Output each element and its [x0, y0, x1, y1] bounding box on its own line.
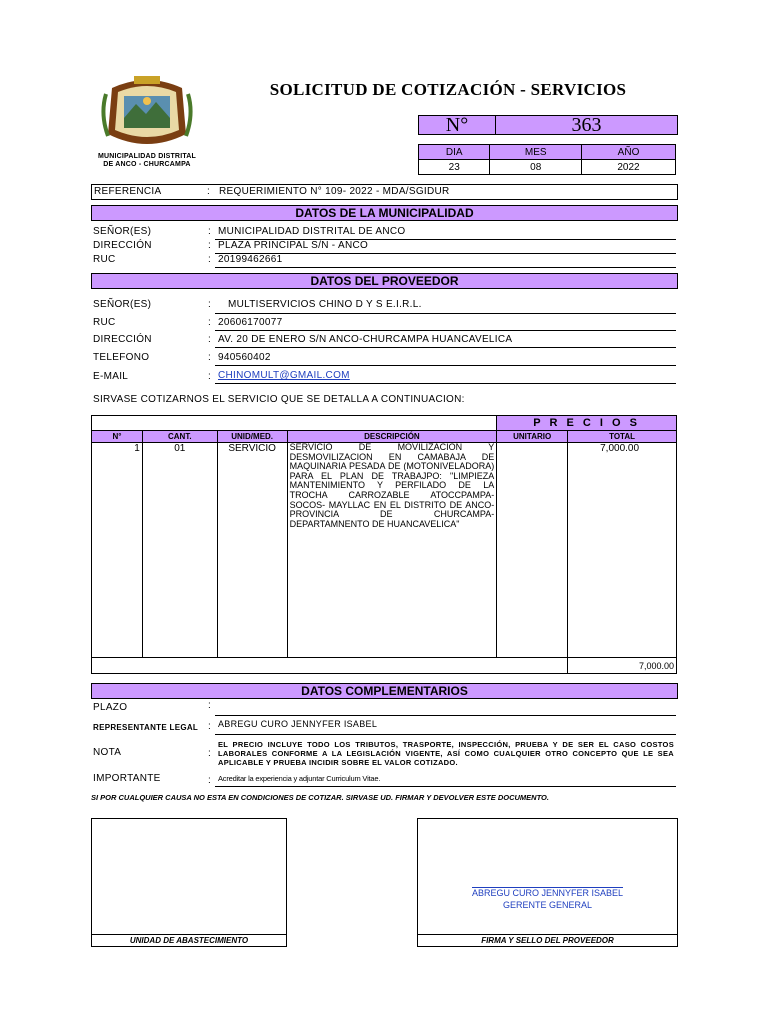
disclaimer-text: SI POR CUALQUIER CAUSA NO ESTA EN CONDICIONES DE COTIZAR. SIRVASE UD. FIRMAR Y DEVOLVER ESTE DOCUMENTO. — [91, 793, 549, 802]
prov-ruc-label: RUC — [93, 317, 116, 328]
col-header-cant: CANT. — [142, 431, 217, 443]
muni-ruc-value: 20199462661 — [218, 254, 283, 265]
prov-senores-value: MULTISERVICIOS CHINO D Y S E.I.R.L. — [228, 299, 422, 310]
field-underline — [215, 267, 676, 268]
field-underline — [215, 715, 676, 716]
plazo-label: PLAZO — [93, 702, 128, 713]
referencia-value: REQUERIMIENTO N° 109- 2022 - MDA/SGIDUR — [219, 186, 450, 197]
colon: : — [208, 226, 211, 237]
signature-box-abastecimiento — [91, 818, 287, 947]
colon: : — [208, 748, 211, 759]
request-text: SIRVASE COTIZARNOS EL SERVICIO QUE SE DETALLA A CONTINUACION: — [93, 394, 465, 405]
date-year-value: 2022 — [582, 160, 676, 175]
muni-ruc-label: RUC — [93, 254, 116, 265]
nota-value: EL PRECIO INCLUYE TODO LOS TRIBUTOS, TRASPORTE, INSPECCIÓN, PRUEBA Y DE SER EL CASO COSTOS LABORALES CONFORME A LA LEGISLACIÓN VIGENTE, ASÍ COMO CUALQUIER OTRO CONCEPTO QUE LE SEA APLICABLE Y PRUEBA INCIDIR SOBRE EL VALOR COTIZADO. — [218, 740, 674, 767]
signature-box-proveedor — [417, 818, 678, 947]
prov-direccion-label: DIRECCIÓN — [93, 334, 152, 345]
importante-value: Acreditar la experiencia y adjuntar Curriculum Vitae. — [218, 774, 381, 783]
date-month-label: MES — [490, 145, 582, 160]
colon: : — [208, 299, 211, 310]
importante-label: IMPORTANTE — [93, 773, 161, 784]
col-header-unitario: UNITARIO — [497, 431, 568, 443]
col-header-unid: UNID/MED. — [217, 431, 287, 443]
signer-role: GERENTE GENERAL — [502, 900, 593, 910]
document-number-label: N° — [419, 116, 496, 134]
section-proveedor-header: DATOS DEL PROVEEDOR — [91, 273, 678, 289]
signer-name — [418, 888, 677, 898]
colon: : — [208, 240, 211, 251]
prov-ruc-value: 20606170077 — [218, 317, 283, 328]
section-complementarios-header: DATOS COMPLEMENTARIOS — [91, 683, 678, 699]
colon: : — [208, 317, 211, 328]
row-unid: SERVICIO — [217, 443, 287, 658]
grand-total: 7,000.00 — [568, 658, 677, 674]
municipality-name-line2: DE ANCO - CHURCAMPA — [103, 161, 191, 168]
field-underline — [215, 383, 676, 384]
field-underline — [215, 786, 676, 787]
signer-name-text: ABREGU CURO JENNYFER ISABEL — [471, 888, 624, 898]
col-header-descripcion: DESCRIPCIÓN — [287, 431, 497, 443]
document-title: SOLICITUD DE COTIZACIÓN - SERVICIOS — [269, 80, 627, 99]
signature-caption-proveedor: FIRMA Y SELLO DEL PROVEEDOR — [418, 934, 677, 946]
colon: : — [208, 371, 211, 382]
colon: : — [208, 334, 211, 345]
prov-direccion-value: AV. 20 DE ENERO S/N ANCO-CHURCAMPA HUANCAVELICA — [218, 334, 513, 345]
prov-telefono-value: 940560402 — [218, 352, 271, 363]
colon: : — [208, 721, 211, 732]
items-header-blank — [92, 416, 497, 431]
section-municipalidad-header: DATOS DE LA MUNICIPALIDAD — [91, 205, 678, 221]
colon: : — [208, 775, 211, 786]
prov-email-label: E-MAIL — [93, 371, 129, 382]
municipality-name — [92, 153, 202, 169]
document-number-box — [418, 115, 678, 135]
muni-direccion-value: PLAZA PRINCIPAL S/N - ANCO — [218, 240, 369, 251]
grand-total-blank — [92, 658, 568, 674]
field-underline — [215, 313, 676, 314]
field-underline — [215, 330, 676, 331]
prov-senores-label: SEÑOR(ES) — [93, 299, 152, 310]
municipality-name-line1: MUNICIPALIDAD DISTRITAL — [97, 153, 197, 160]
colon: : — [208, 352, 211, 363]
col-header-n: N° — [92, 431, 143, 443]
prov-email-link[interactable]: CHINOMULT@GMAIL.COM — [218, 370, 350, 381]
row-n: 1 — [92, 443, 143, 658]
row-unitario — [497, 443, 568, 658]
muni-senores-label: SEÑOR(ES) — [93, 226, 152, 237]
date-month-value: 08 — [490, 160, 582, 175]
row-descripcion: SERVICIO DE MOVILIZACION Y DESMOVILIZACION EN CAMABAJA DE MAQUINARIA PESADA DE (MOTONIVELADORA) PARA EL PLAN DE TRABAJPO: "LIMPIEZA MANTENIMIENTO Y PERFILADO DE LA TROCHA CARROZABLE ATOCCPAMPA- SOCOS- MAYLLAC EN EL DISTRITO DE ANCO- PROVINCIA DE CHURCAMPA- DEPARTAMNENTO DE HUANCAVELICA" — [287, 443, 497, 658]
date-year-label: AÑO — [582, 145, 676, 160]
colon: : — [207, 186, 210, 197]
field-underline — [215, 347, 676, 348]
muni-direccion-label: DIRECCIÓN — [93, 240, 152, 251]
colon: : — [208, 254, 211, 265]
nota-label: NOTA — [93, 747, 122, 758]
colon: : — [208, 700, 211, 711]
signature-caption-abastecimiento: UNIDAD DE ABASTECIMIENTO — [92, 934, 286, 946]
municipality-seal-logo — [98, 74, 196, 150]
representante-value: ABREGU CURO JENNYFER ISABEL — [218, 719, 378, 729]
referencia-label: REFERENCIA — [94, 186, 162, 197]
field-underline — [215, 365, 676, 366]
table-row — [92, 443, 677, 658]
row-total: 7,000.00 — [568, 443, 677, 658]
row-cant: 01 — [142, 443, 217, 658]
field-underline — [215, 253, 676, 254]
prices-header: P R E C I O S — [497, 416, 677, 431]
col-header-total: TOTAL — [568, 431, 677, 443]
date-table — [418, 144, 676, 175]
referencia-row — [91, 184, 678, 200]
items-table — [91, 415, 677, 674]
document-number-value: 363 — [571, 113, 602, 136]
date-day-value: 23 — [419, 160, 490, 175]
muni-senores-value: MUNICIPALIDAD DISTRITAL DE ANCO — [218, 226, 406, 237]
prov-telefono-label: TELEFONO — [93, 352, 150, 363]
date-day-label: DIA — [419, 145, 490, 160]
representante-label: REPRESENTANTE LEGAL — [93, 723, 199, 732]
field-underline — [215, 734, 676, 735]
